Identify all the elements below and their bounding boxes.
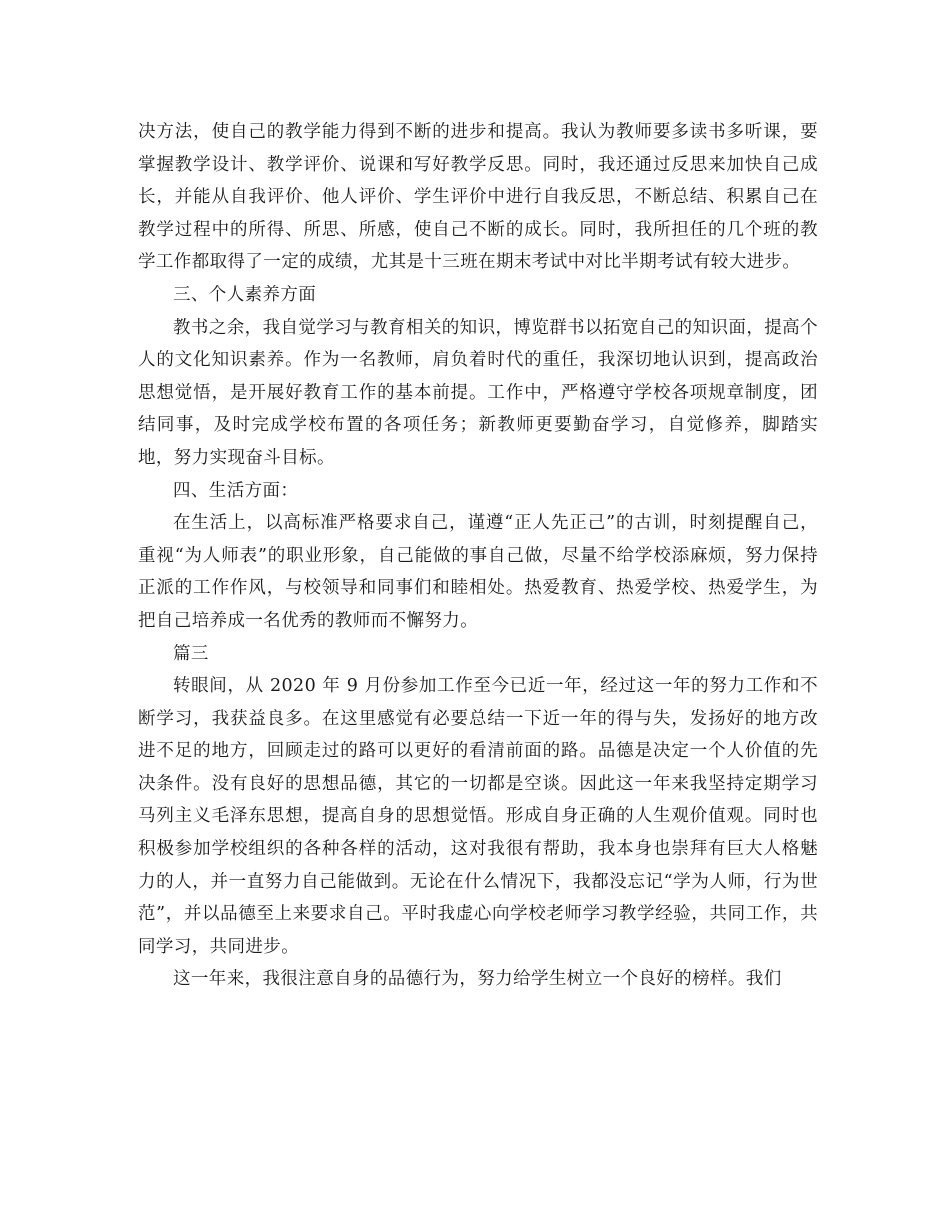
paragraph-teaching-ability: 决方法，使自己的教学能力得到不断的进步和提高。我认为教师要多读书多听课，要掌握教学设计、教学评价、说课和写好教学反思。同时，我还通过反思来加快自己成长，并能从自我评价、他人评价、学生评价中进行自我反思，不断总结、积累自己在教学过程中的所得、所思、所感，使自己不断的成长。同时，我所担任的几个班的教学工作都取得了一定的成绩，尤其是十三班在期末考试中对比半期考试有较大进步。 bbox=[138, 122, 818, 273]
paragraph-year-summary: 转眼间，从 2020 年 9 月份参加工作至今已近一年，经过这一年的努力工作和不断学习，我获益良多。在这里感觉有必要总结一下近一年的得与失，发扬好的地方改进不足的地方，回顾走过的路可以更好的看清前面的路。品德是决定一个人价值的先决条件。没有良好的思想品德，其它的一切都是空谈。因此这一年来我坚持定期学习马列主义毛泽东思想，提高自身的思想觉悟。形成自身正确的人生观价值观。同时也积极参加学校组织的各种各样的活动，这对我很有帮助，我本身也崇拜有巨大人格魅力的人，并一直努力自己能做到。无论在什么情况下，我都没忘记“学为人师，行为世范”，并以品德至上来要求自己。平时我虚心向学校老师学习教学经验，共同工作，共同学习，共同进步。 bbox=[138, 676, 818, 957]
paragraph-life: 在生活上，以高标准严格要求自己，谨遵“正人先正己”的古训，时刻提醒自己，重视“为人师表”的职业形象，自己能做的事自己做，尽量不给学校添麻烦，努力保持正派的工作作风，与校领导和同事们和睦相处。热爱教育、热爱学校、热爱学生，为把自己培养成一名优秀的教师而不懈努力。 bbox=[138, 513, 818, 631]
heading-life: 四、生活方面： bbox=[173, 480, 299, 501]
paragraph-conduct: 这一年来，我很注意自身的品德行为，努力给学生树立一个良好的榜样。我们 bbox=[173, 969, 782, 990]
paragraph-personal-quality: 教书之余，我自觉学习与教育相关的知识，博览群书以拓宽自己的知识面，提高个人的文化知识素养。作为一名教师，肩负着时代的重任，我深切地认识到，提高政治思想觉悟，是开展好教育工作的基本前提。工作中，严格遵守学校各项规章制度，团结同事，及时完成学校布置的各项任务；新教师更要勤奋学习，自觉修养，脚踏实地，努力实现奋斗目标。 bbox=[138, 317, 818, 468]
heading-part-three: 篇三 bbox=[173, 643, 209, 664]
heading-personal-quality: 三、个人素养方面 bbox=[173, 284, 317, 305]
document-body bbox=[138, 116, 818, 996]
